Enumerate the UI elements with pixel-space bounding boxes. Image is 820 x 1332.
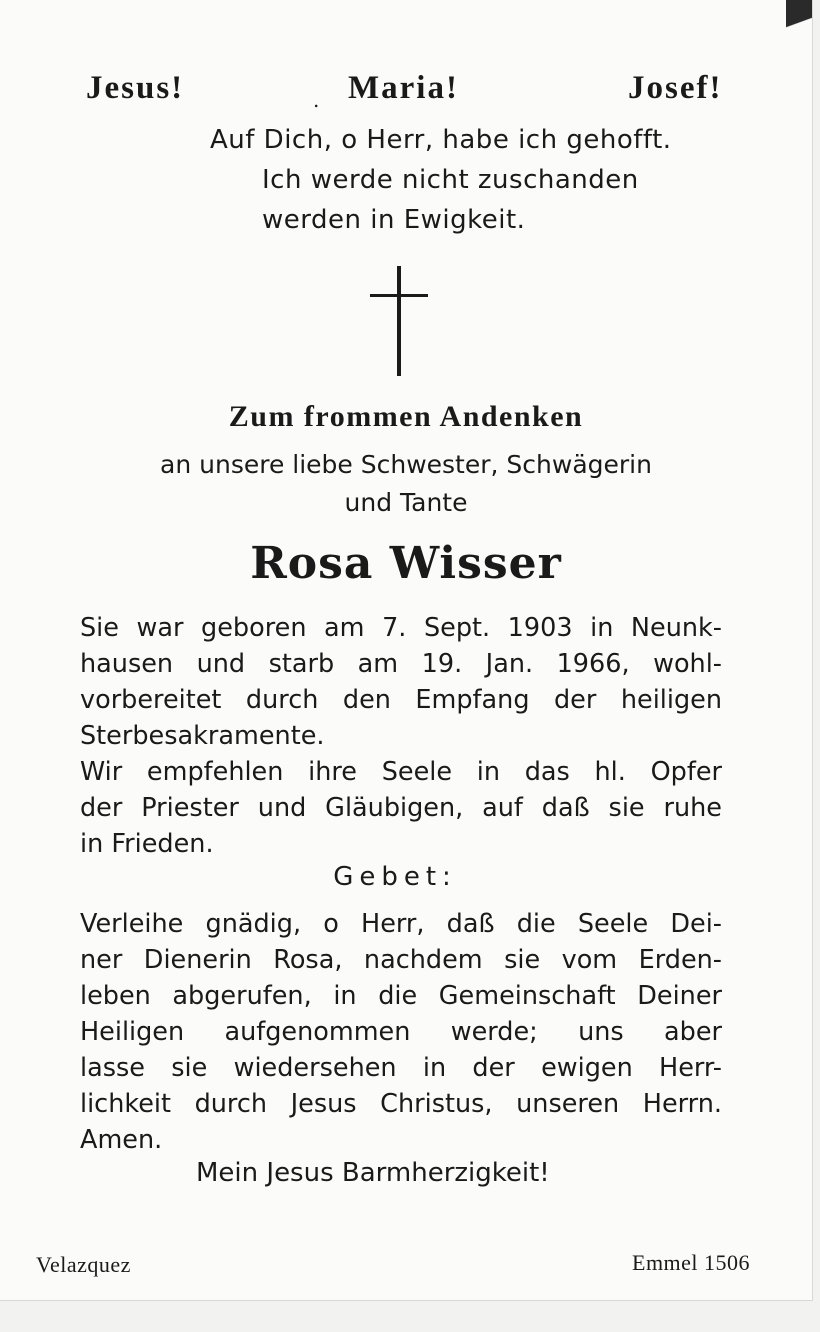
bio-line: vorbereitet durch den Empfang der heiligen xyxy=(80,685,722,715)
memorial-subtitle-line-1: an unsere liebe Schwester, Schwägerin xyxy=(160,450,652,479)
footer-artist: Velazquez xyxy=(36,1252,131,1277)
prayer-text xyxy=(80,906,722,1158)
header-jesus: Jesus! xyxy=(86,70,185,106)
bio-line: hausen und starb am 19. Jan. 1966, wohl- xyxy=(80,649,722,679)
prayer-line: leben abgerufen, in die Gemeinschaft Deiner xyxy=(80,981,722,1011)
bio-line: Wir empfehlen ihre Seele in das hl. Opfer xyxy=(80,757,722,787)
prayer-line: Verleihe gnädig, o Herr, daß die Seele Dei- xyxy=(80,909,722,939)
torn-corner xyxy=(786,0,812,80)
bio-line: Sie war geboren am 7. Sept. 1903 in Neunk- xyxy=(80,613,722,643)
cross-horizontal xyxy=(370,294,428,297)
bio-line: Sterbesakramente. xyxy=(80,721,325,751)
header-josef: Josef! xyxy=(628,70,723,106)
prayer-line: Amen. xyxy=(80,1125,163,1155)
deceased-name: Rosa Wisser xyxy=(250,538,562,589)
prayer-line: Heiligen aufgenommen werde; uns aber xyxy=(80,1017,722,1047)
closing-invocation: Mein Jesus Barmherzigkeit! xyxy=(196,1158,550,1188)
motto-line-1: Auf Dich, o Herr, habe ich gehofft. xyxy=(210,125,672,155)
motto-line-2: Ich werde nicht zuschanden xyxy=(262,165,639,195)
bio-line: in Frieden. xyxy=(80,829,214,859)
motto-line-3: werden in Ewigkeit. xyxy=(262,205,526,235)
header-dot: . xyxy=(313,88,320,112)
cross-vertical xyxy=(397,266,401,376)
bio-line: der Priester und Gläubigen, auf daß sie ruhe xyxy=(80,793,722,823)
footer-print-number: Emmel 1506 xyxy=(632,1250,751,1275)
prayer-title: Gebet: xyxy=(333,862,457,892)
prayer-line: lasse sie wiedersehen in der ewigen Herr- xyxy=(80,1053,722,1083)
motto xyxy=(210,120,750,240)
header-row xyxy=(0,70,812,114)
cross-icon xyxy=(370,266,428,376)
biography xyxy=(80,610,722,862)
prayer-line: ner Dienerin Rosa, nachdem sie vom Erden- xyxy=(80,945,722,975)
memorial-subtitle-line-2: und Tante xyxy=(344,488,468,517)
memorial-subtitle xyxy=(0,446,812,522)
prayer-line: lichkeit durch Jesus Christus, unseren Herrn. xyxy=(80,1089,722,1119)
memorial-title: Zum frommen Andenken xyxy=(228,400,584,433)
header-maria: Maria! xyxy=(348,70,459,106)
